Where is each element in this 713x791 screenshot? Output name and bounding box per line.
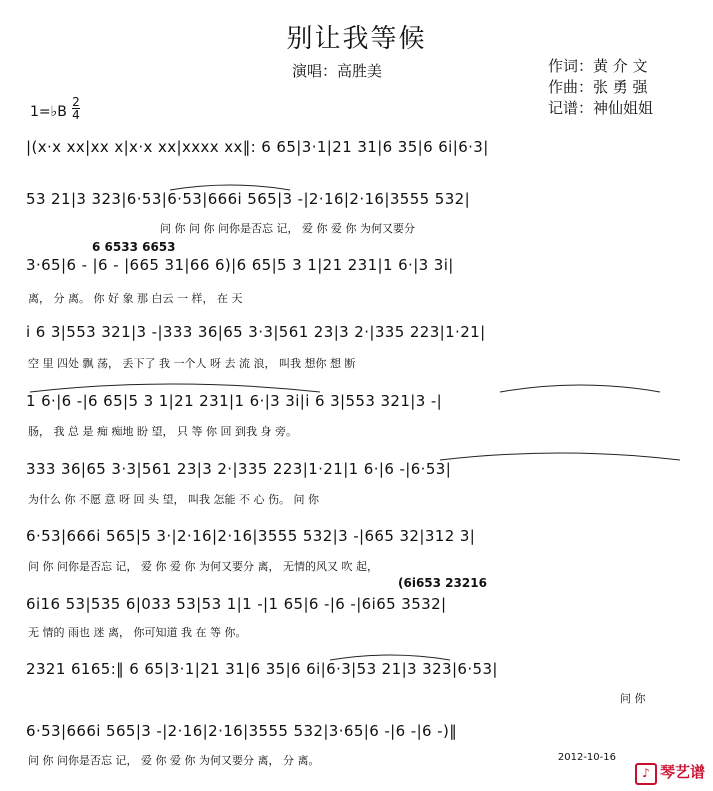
- transcriber-credit: 记谱：神仙姐姐: [548, 99, 654, 117]
- score-line-6: 333 36|65 3·3|561 23|3 2·|335 223|1·21|1 6·|6 -|6·53|: [26, 460, 452, 478]
- composer-credit: 作曲：张 勇 强: [548, 78, 648, 96]
- score-line-3: 3·65|6 - |6 - |665 31|66 6)|6 65|5 3 1|21 231|1 6·|3 3i|: [26, 256, 454, 274]
- time-sig-top: 2: [72, 95, 80, 109]
- lyric-line-8: 无 情的 雨也 迷 离， 你可知道 我 在 等 你。: [28, 626, 247, 639]
- logo-icon: ♪: [635, 763, 657, 785]
- score-line-10: 6·53|666i 565|3 -|2·16|2·16|3555 532|3·65|6 -|6 -|6 -)‖: [26, 722, 458, 740]
- transcription-date: 2012-10-16: [557, 752, 616, 763]
- score-line-4: i 6 3|553 321|3 -|333 36|65 3·3|561 23|3 2·|335 223|1·21|: [26, 323, 486, 341]
- site-name: 琴艺谱: [659, 763, 705, 781]
- score-line-5: 1 6·|6 -|6 65|5 3 1|21 231|1 6·|3 3i|i 6 3|553 321|3 -|: [26, 392, 443, 410]
- ornament-notes-2: (6i653 23216: [398, 576, 487, 590]
- lyric-line-6: 为什么 你 不愿 意 呀 回 头 望， 叫我 怎能 不 心 伤。 问 你: [28, 493, 319, 506]
- lyric-line-5: 肠， 我 总 是 痴 痴地 盼 望， 只 等 你 回 到我 身 旁。: [28, 425, 297, 438]
- lyric-line-9: 问 你: [620, 692, 646, 705]
- song-title: 别让我等候: [286, 24, 427, 54]
- slur-4: [440, 453, 680, 460]
- lyricist-credit: 作词：黄 介 文: [548, 57, 648, 75]
- lyric-line-2: 问 你 问 你 问你是否忘 记， 爱 你 爱 你 为何又要分: [160, 222, 415, 235]
- site-logo: [635, 761, 705, 785]
- lyric-line-3: 离， 分 离。 你 好 象 那 白云 一 样， 在 天: [28, 292, 243, 305]
- key-signature: 1=♭B: [30, 104, 67, 120]
- slur-3: [500, 385, 660, 392]
- score-line-7: 6·53|666i 565|5 3·|2·16|2·16|3555 532|3 -|665 32|312 3|: [26, 527, 476, 545]
- ornament-notes-1: 6 6533 6653: [92, 240, 176, 254]
- slur-2: [30, 384, 320, 392]
- score-line-2: 53 21|3 323|6·53|6·53|666i 565|3 -|2·16|2·16|3555 532|: [26, 190, 471, 208]
- lyric-line-7: 问 你 问你是否忘 记， 爱 你 爱 你 为何又要分 离， 无情的风又 吹 起，: [28, 560, 378, 573]
- score-line-1: |(x·x xx|xx x|x·x xx|xxxx xx‖: 6 65|3·1|21 31|6 35|6 6i|6·3|: [26, 138, 489, 156]
- lyric-line-4: 空 里 四处 飘 荡， 丢下了 我 一个人 呀 去 流 浪， 叫我 想你 想 断: [28, 357, 356, 370]
- singer-credit: 演唱：高胜美: [292, 62, 383, 80]
- lyric-line-10: 问 你 问你是否忘 记， 爱 你 爱 你 为何又要分 离， 分 离。: [28, 754, 320, 767]
- score-line-9: 2321 6165:‖ 6 65|3·1|21 31|6 35|6 6i|6·3|53 21|3 323|6·53|: [26, 660, 498, 678]
- time-sig-bottom: 4: [72, 108, 80, 122]
- time-signature: [72, 96, 80, 121]
- score-line-8: 6i16 53|535 6|033 53|53 1|1 -|1 65|6 -|6 -|6i65 3532|: [26, 595, 447, 613]
- credits-block: [548, 56, 653, 119]
